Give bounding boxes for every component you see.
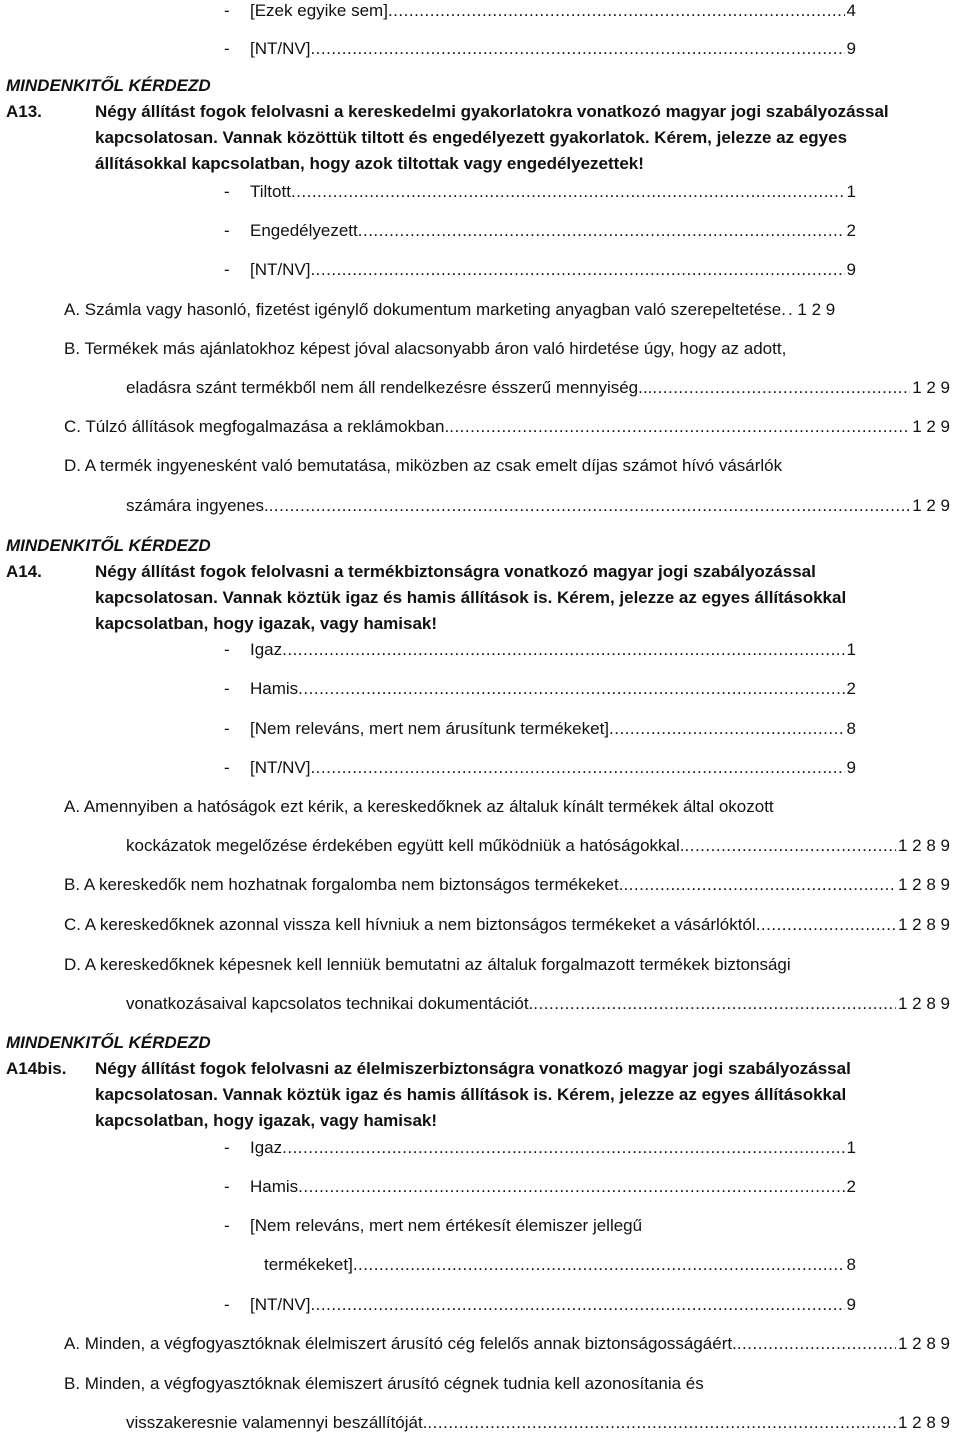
option-row: - [NT/NV] ..... 9 — [224, 38, 856, 60]
statement-row: kockázatok megelőzése érdekében együtt kell működniük a hatóságokkal. ..... 1 2 8 9 — [126, 835, 950, 857]
question-text: állításokkal kapcsolatban, hogy azok tiltottak vagy engedélyezettek! — [95, 154, 644, 173]
question-text: kapcsolatban, hogy igazak, vagy hamisak! — [95, 614, 438, 633]
question-id: A14bis. — [6, 1059, 67, 1078]
option-row: - Tiltott ..... 1 — [224, 181, 856, 203]
option-row: - [Ezek egyike sem] ..... 4 — [224, 0, 856, 22]
statement-row: C. A kereskedőknek azonnal vissza kell hívniuk a nem biztonságos termékeket a vásárlóktól ..... 1 2 8 9 — [64, 914, 950, 936]
option-row: - Hamis ..... 2 — [224, 678, 856, 700]
statement-text: D. A termék ingyenesként való bemutatása, miközben az csak emelt díjas számot hívó vásárlók — [64, 456, 783, 475]
question-text: kapcsolatosan. Vannak köztük igaz és hamis állítások is. Kérem, jelezze az egyes állításokkal — [95, 1085, 847, 1104]
option-row: - [NT/NV] ..... 9 — [224, 1294, 856, 1316]
section-header: MINDENKITŐL KÉRDEZD — [6, 1033, 211, 1052]
statement-row: vonatkozásaival kapcsolatos technikai dokumentációt. ..... 1 2 8 9 — [126, 993, 950, 1015]
option-row: - [NT/NV] ..... 9 — [224, 757, 856, 779]
statement-row: A. Minden, a végfogyasztóknak élelmiszert árusító cég felelős annak biztonságosságáért. ..... 1 2 8 9 — [64, 1333, 950, 1355]
section-header: MINDENKITŐL KÉRDEZD — [6, 536, 211, 555]
option-row: - Hamis ..... 2 — [224, 1176, 856, 1198]
statement-row: számára ingyenes. ..... 1 2 9 — [126, 495, 950, 517]
option-row: - [NT/NV] ..... 9 — [224, 259, 856, 281]
question-text: kapcsolatosan. Vannak köztük igaz és hamis állítások is. Kérem, jelezze az egyes állításokkal — [95, 588, 847, 607]
question-text: kapcsolatosan. Vannak közöttük tiltott és engedélyezett gyakorlatok. Kérem, jelezze az egyes — [95, 128, 848, 147]
question-id: A13. — [6, 102, 42, 121]
statement-text: A. Amennyiben a hatóságok ezt kérik, a kereskedőknek az általuk kínált termékek által okozott — [64, 797, 774, 816]
statement-text: B. Minden, a végfogyasztóknak élemiszert árusító cégnek tudnia kell azonosítania és — [64, 1374, 704, 1393]
question-id: A14. — [6, 562, 42, 581]
option-row: - Engedélyezett ..... 2 — [224, 220, 856, 242]
statement-row: A. Számla vagy hasonló, fizetést igénylő dokumentum marketing anyagban való szerepeltetése. . 1 2 9 — [64, 300, 836, 319]
option-row: - [Nem releváns, mert nem értékesít élemiszer jellegű — [224, 1216, 643, 1235]
statement-row: visszakeresnie valamennyi beszállítóját. ..... 1 2 8 9 — [126, 1412, 950, 1434]
question-text: Négy állítást fogok felolvasni az élelmiszerbiztonságra vonatkozó magyar jogi szabályozással — [95, 1059, 851, 1078]
statement-row: B. A kereskedők nem hozhatnak forgalomba nem biztonságos termékeket. ..... 1 2 8 9 — [64, 874, 950, 896]
question-text: Négy állítást fogok felolvasni a termékbiztonságra vonatkozó magyar jogi szabályozással — [95, 562, 816, 581]
question-text: Négy állítást fogok felolvasni a kereskedelmi gyakorlatokra vonatkozó magyar jogi szabályozással — [95, 102, 889, 121]
option-row: termékeket] ..... 8 — [264, 1254, 856, 1276]
statement-text: B. Termékek más ajánlatokhoz képest jóval alacsonyabb áron való hirdetése úgy, hogy az adott, — [64, 339, 787, 358]
question-text: kapcsolatban, hogy igazak, vagy hamisak! — [95, 1111, 438, 1130]
statement-text: D. A kereskedőknek képesnek kell lenniük bemutatni az általuk forgalmazott termékek biztonsági — [64, 955, 791, 974]
option-row: - [Nem releváns, mert nem árusítunk termékeket] ..... 8 — [224, 718, 856, 740]
option-row: - Igaz ..... 1 — [224, 1137, 856, 1159]
section-header: MINDENKITŐL KÉRDEZD — [6, 76, 211, 95]
statement-row: C. Túlzó állítások megfogalmazása a reklámokban. ..... 1 2 9 — [64, 416, 950, 438]
statement-row: eladásra szánt termékből nem áll rendelkezésre ésszerű mennyiség... ..... 1 2 9 — [126, 377, 950, 399]
option-row: - Igaz ..... 1 — [224, 639, 856, 661]
